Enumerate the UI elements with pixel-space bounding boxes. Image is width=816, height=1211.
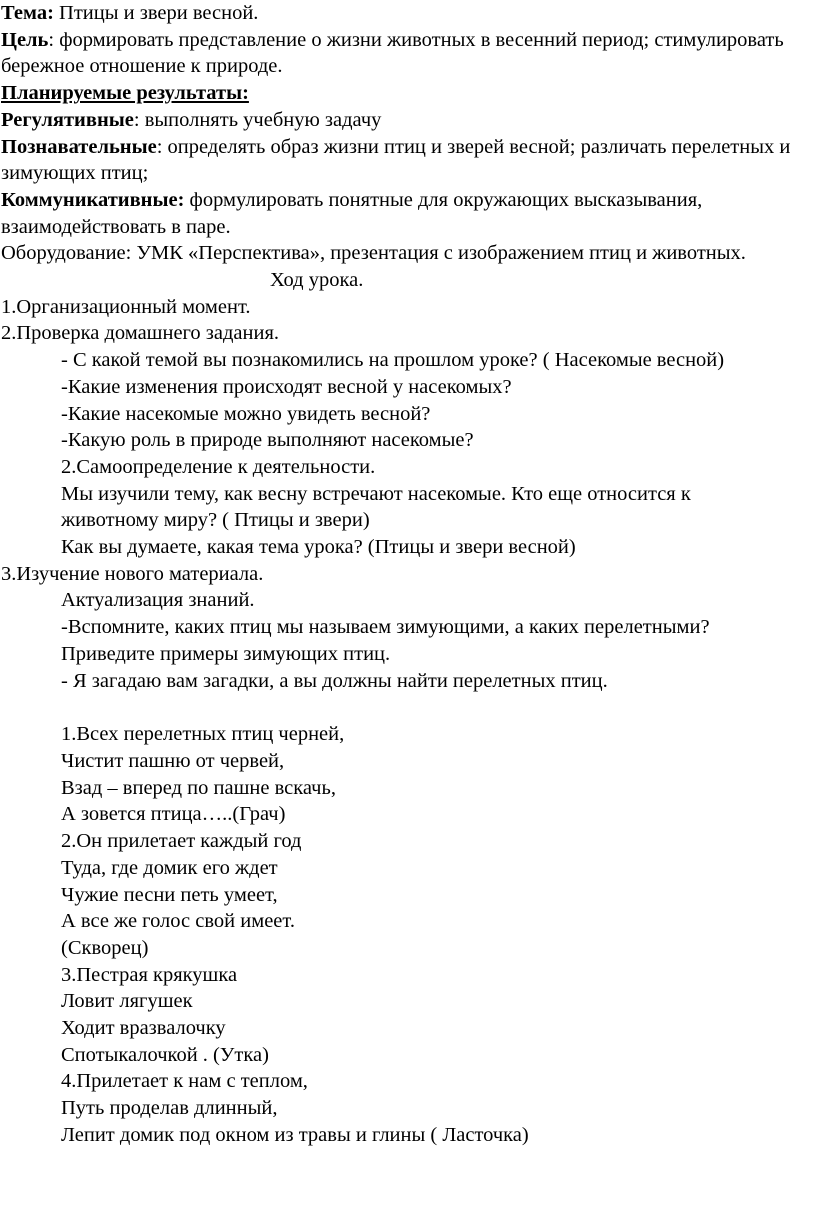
step-1: 1.Организационный момент. xyxy=(1,295,251,318)
cognitive-line xyxy=(0,134,816,187)
actualization: Актуализация знаний. xyxy=(61,589,255,612)
blank-line xyxy=(0,694,816,721)
riddle-line: 2.Он прилетает каждый год xyxy=(61,830,302,853)
regulative-label: Регулятивные xyxy=(1,108,134,131)
communicative-line xyxy=(0,187,816,240)
goal-label: Цель xyxy=(1,28,49,51)
self-determination: 2.Самоопределение к деятельности. xyxy=(61,455,376,478)
topic-value: Птицы и звери весной. xyxy=(53,2,259,24)
communicative-value: формулировать понятные для окружающих высказывания, взаимодействовать в паре. xyxy=(1,188,703,238)
cognitive-label: Познавательные xyxy=(1,135,157,158)
recall-question: -Вспомните, каких птиц мы называем зимующими, а каких перелетными? Приведите примеры зимующих птиц. xyxy=(61,616,710,665)
step-2: 2.Проверка домашнего задания. xyxy=(1,322,280,345)
riddle-line: Ходит вразвалочку xyxy=(61,1017,226,1040)
lesson-title: Ход урока. xyxy=(270,269,364,292)
results-heading: Планируемые результаты: xyxy=(1,82,249,105)
paragraph-2: Как вы думаете, какая тема урока? (Птицы и звери весной) xyxy=(61,536,576,559)
paragraph-1: Мы изучили тему, как весну встречают насекомые. Кто еще относится к животному миру? ( Птицы и звери) xyxy=(61,482,691,532)
question-2: -Какие изменения происходят весной у насекомых? xyxy=(61,375,512,398)
riddles-intro: - Я загадаю вам загадки, а вы должны найти перелетных птиц. xyxy=(61,669,608,692)
riddle-line: Спотыкалочкой . (Утка) xyxy=(61,1043,269,1066)
step-3: 3.Изучение нового материала. xyxy=(1,562,264,585)
riddle-line: Путь проделав длинный, xyxy=(61,1097,278,1120)
riddle-line: 4.Прилетает к нам с теплом, xyxy=(61,1070,308,1093)
question-1: - С какой темой вы познакомились на прошлом уроке? ( Насекомые весной) xyxy=(61,349,725,372)
cognitive-value: : определять образ жизни птиц и зверей весной; различать перелетных и зимующих птиц; xyxy=(1,135,791,185)
riddle-line: Чужие песни петь умеет, xyxy=(61,883,278,906)
goal-value: : формировать представление о жизни животных в весенний период; стимулировать бережное отношение к природе. xyxy=(1,28,784,78)
riddle-line: Чистит пашню от червей, xyxy=(61,749,285,772)
question-3: -Какие насекомые можно увидеть весной? xyxy=(61,402,431,425)
goal-line xyxy=(0,27,816,80)
question-4: -Какую роль в природе выполняют насекомые? xyxy=(61,429,474,452)
riddle-line: Ловит лягушек xyxy=(61,990,193,1013)
equipment-line: Оборудование: УМК «Перспектива», презентация с изображением птиц и животных. xyxy=(1,242,746,265)
riddle-line: 1.Всех перелетных птиц черней, xyxy=(61,723,345,746)
regulative-line xyxy=(0,107,816,134)
riddle-line: Лепит домик под окном из травы и глины ( Ласточка) xyxy=(61,1123,529,1146)
regulative-value: : выполнять учебную задачу xyxy=(133,108,382,131)
topic-line xyxy=(0,0,816,27)
riddle-line: Взад – вперед по пашне вскачь, xyxy=(61,776,336,799)
communicative-label: Коммуникативные: xyxy=(1,188,185,211)
riddle-line: 3.Пестрая крякушка xyxy=(61,963,238,986)
riddle-line: А зовется птица…..(Грач) xyxy=(61,803,286,826)
riddle-line: Туда, где домик его ждет xyxy=(61,856,278,879)
riddle-line: А все же голос свой имеет. xyxy=(61,910,295,933)
topic-label: Тема: xyxy=(1,2,54,24)
riddle-line: (Скворец) xyxy=(61,936,149,959)
